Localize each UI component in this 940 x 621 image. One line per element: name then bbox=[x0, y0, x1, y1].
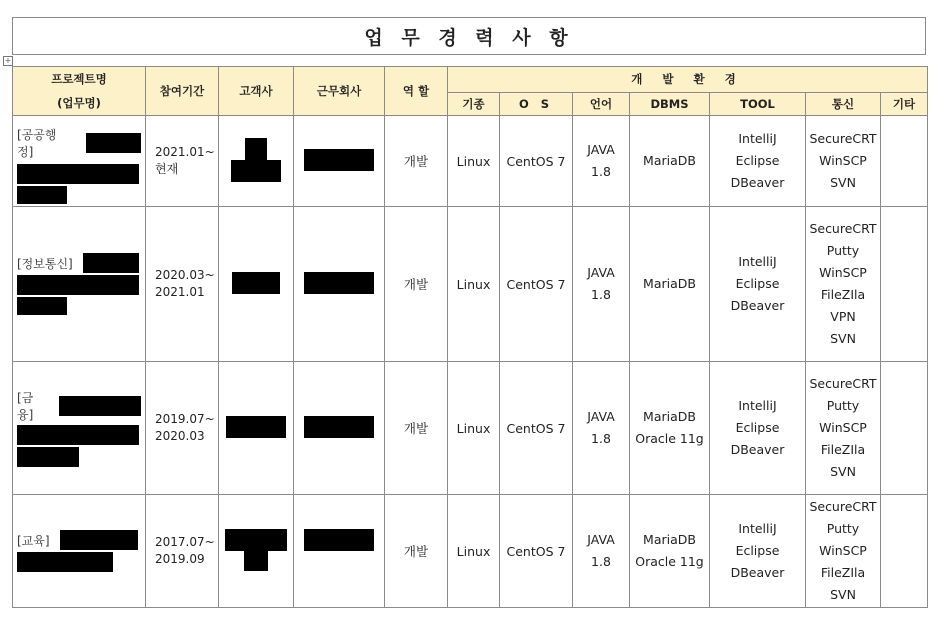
comm-cell: SecureCRT Putty WinSCP FileZIla VPN SVN bbox=[806, 207, 881, 362]
period-start: 2021.01~ bbox=[155, 145, 215, 159]
redacted-employer bbox=[304, 149, 374, 171]
period-cell bbox=[146, 207, 219, 362]
header-language: 언어 bbox=[573, 92, 630, 115]
employer-cell bbox=[294, 362, 385, 495]
redacted-client bbox=[226, 416, 286, 438]
period-cell bbox=[146, 362, 219, 495]
dbms-cell: MariaDB Oracle 11g bbox=[630, 495, 710, 608]
tool-cell: IntelliJ Eclipse DBeaver bbox=[710, 495, 806, 608]
project-cell bbox=[13, 362, 146, 495]
document-title: 업 무 경 력 사 항 bbox=[12, 17, 926, 55]
redacted-block bbox=[17, 275, 139, 295]
model-cell: Linux bbox=[448, 495, 500, 608]
os-cell: CentOS 7 bbox=[500, 362, 573, 495]
project-category: [공공행정] bbox=[17, 128, 57, 159]
comm-cell: SecureCRT WinSCP SVN bbox=[806, 116, 881, 207]
header-period: 참여기간 bbox=[146, 67, 219, 116]
redacted-block bbox=[17, 425, 139, 445]
period-start: 2019.07~ bbox=[155, 412, 215, 426]
header-project bbox=[13, 67, 146, 116]
role-cell: 개발 bbox=[385, 362, 448, 495]
header-project-task: (업무명) bbox=[57, 96, 101, 110]
dbms-cell: MariaDB bbox=[630, 116, 710, 207]
period-end: 2019.09 bbox=[155, 552, 205, 566]
project-category: [금융] bbox=[17, 391, 34, 422]
language-cell: JAVA 1.8 bbox=[573, 207, 630, 362]
tool-cell: IntelliJ Eclipse DBeaver bbox=[710, 116, 806, 207]
period-end: 2021.01 bbox=[155, 285, 205, 299]
career-table bbox=[12, 66, 928, 608]
etc-cell bbox=[881, 207, 928, 362]
header-tool: TOOL bbox=[710, 92, 806, 115]
employer-cell bbox=[294, 495, 385, 608]
project-category: [정보통신] bbox=[17, 256, 73, 271]
language-cell: JAVA 1.8 bbox=[573, 116, 630, 207]
header-dbms: DBMS bbox=[630, 92, 710, 115]
comm-cell: SecureCRT Putty WinSCP FileZIla SVN bbox=[806, 362, 881, 495]
table-row bbox=[13, 207, 928, 362]
role-cell: 개발 bbox=[385, 116, 448, 207]
tool-cell: IntelliJ Eclipse DBeaver bbox=[710, 362, 806, 495]
header-dev-env: 개 발 환 경 bbox=[448, 67, 928, 93]
client-cell bbox=[219, 362, 294, 495]
client-cell bbox=[219, 116, 294, 207]
period-end: 2020.03 bbox=[155, 429, 205, 443]
model-cell: Linux bbox=[448, 116, 500, 207]
os-cell: CentOS 7 bbox=[500, 495, 573, 608]
redacted-block bbox=[17, 447, 79, 467]
client-cell bbox=[219, 495, 294, 608]
client-cell bbox=[219, 207, 294, 362]
period-cell bbox=[146, 495, 219, 608]
project-cell bbox=[13, 207, 146, 362]
redacted-block bbox=[17, 186, 67, 204]
dbms-cell: MariaDB Oracle 11g bbox=[630, 362, 710, 495]
table-row bbox=[13, 116, 928, 207]
redacted-employer bbox=[304, 416, 374, 438]
period-end: 현재 bbox=[155, 162, 179, 176]
period-cell bbox=[146, 116, 219, 207]
model-cell: Linux bbox=[448, 362, 500, 495]
header-employer: 근무회사 bbox=[294, 67, 385, 116]
redacted-block bbox=[59, 396, 141, 416]
redacted-block bbox=[86, 133, 141, 153]
language-cell: JAVA 1.8 bbox=[573, 362, 630, 495]
project-cell bbox=[13, 116, 146, 207]
redacted-employer bbox=[304, 272, 374, 294]
redacted-block bbox=[17, 552, 113, 572]
period-start: 2020.03~ bbox=[155, 268, 215, 282]
employer-cell bbox=[294, 116, 385, 207]
table-move-handle-icon[interactable]: + bbox=[4, 56, 12, 65]
employer-cell bbox=[294, 207, 385, 362]
etc-cell bbox=[881, 116, 928, 207]
model-cell: Linux bbox=[448, 207, 500, 362]
role-cell: 개발 bbox=[385, 495, 448, 608]
project-category: [교육] bbox=[17, 533, 50, 548]
language-cell: JAVA 1.8 bbox=[573, 495, 630, 608]
redacted-block bbox=[60, 530, 138, 550]
redacted-block bbox=[17, 164, 139, 184]
os-cell: CentOS 7 bbox=[500, 207, 573, 362]
project-cell bbox=[13, 495, 146, 608]
header-os: O S bbox=[500, 92, 573, 115]
period-start: 2017.07~ bbox=[155, 535, 215, 549]
header-comm: 통신 bbox=[806, 92, 881, 115]
header-model: 기종 bbox=[448, 92, 500, 115]
redacted-client bbox=[231, 138, 281, 182]
redacted-block bbox=[83, 253, 139, 273]
redacted-client bbox=[225, 529, 287, 571]
table-row bbox=[13, 362, 928, 495]
tool-cell: IntelliJ Eclipse DBeaver bbox=[710, 207, 806, 362]
header-project-name: 프로젝트명 bbox=[51, 72, 107, 86]
table-row bbox=[13, 495, 928, 608]
redacted-employer bbox=[304, 529, 374, 551]
comm-cell: SecureCRT Putty WinSCP FileZIla SVN bbox=[806, 495, 881, 608]
etc-cell bbox=[881, 495, 928, 608]
header-role: 역 할 bbox=[385, 67, 448, 116]
redacted-block bbox=[17, 297, 67, 315]
role-cell: 개발 bbox=[385, 207, 448, 362]
os-cell: CentOS 7 bbox=[500, 116, 573, 207]
etc-cell bbox=[881, 362, 928, 495]
dbms-cell: MariaDB bbox=[630, 207, 710, 362]
header-client: 고객사 bbox=[219, 67, 294, 116]
redacted-client bbox=[232, 272, 280, 294]
header-etc: 기타 bbox=[881, 92, 928, 115]
